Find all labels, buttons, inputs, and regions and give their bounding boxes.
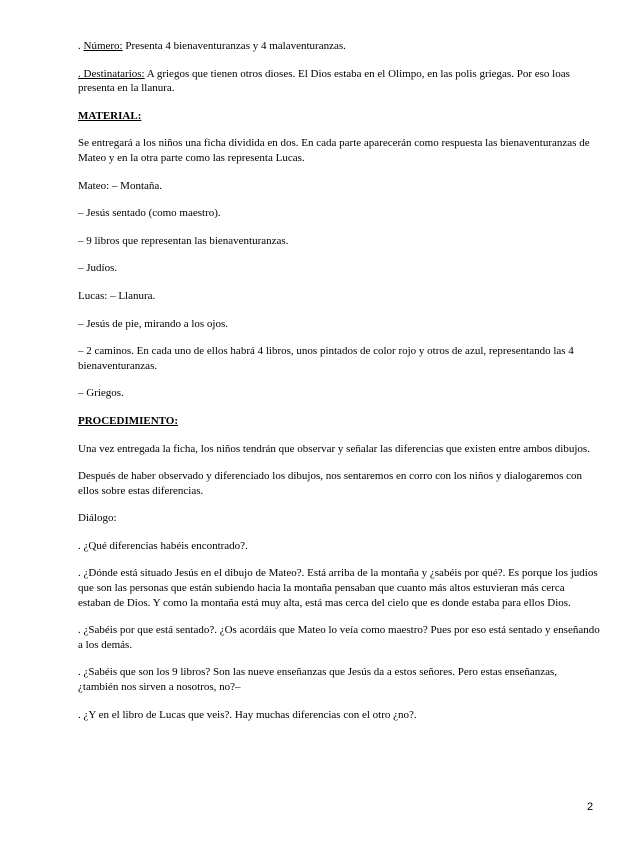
numero-prefix: . <box>78 40 84 52</box>
dialogo-line: . ¿Sabéis por que está sentado?. ¿Os acordáis que Mateo lo veía como maestro? Pues por eso está sentado y enseñando a los demás. <box>78 624 600 651</box>
dialogo-line: . ¿Qué diferencias habéis encontrado?. <box>78 539 248 552</box>
material-item: – Jesús sentado (como maestro). <box>78 207 221 220</box>
procedimiento-heading: PROCEDIMIENTO: <box>78 414 179 427</box>
material-item: – Judíos. <box>78 262 118 275</box>
destinatarios-text: A griegos que tienen otros dioses. El Dios estaba en el Olimpo, en las polis griegas. Por eso loas presenta en la llanura. <box>78 67 570 95</box>
material-heading: MATERIAL: <box>78 109 142 122</box>
material-intro: Se entregará a los niños una ficha dividida en dos. En cada parte aparecerán como respuesta las bienaventuranzas de Mateo y en la otra parte como las representa Lucas. <box>78 137 590 164</box>
procedimiento-paragraph: Después de haber observado y diferenciado los dibujos, nos sentaremos en corro con los niños y dialogaremos con ellos sobre estas diferencias. <box>78 470 583 497</box>
procedimiento-paragraph: Una vez entregada la ficha, los niños tendrán que observar y señalar las diferencias que existen entre ambos dibujos. <box>78 442 590 455</box>
page-number: 2 <box>587 801 594 813</box>
material-item: – Jesús de pie, mirando a los ojos. <box>78 317 229 330</box>
page-content <box>78 39 600 735</box>
dialogo-line: . ¿Sabéis que son los 9 libros? Son las nueve enseñanzas que Jesús da a estos señores. Pero estas enseñanzas, ¿también nos sirven a nosotros, no?– <box>78 666 557 694</box>
dialogo-line: . ¿Dónde está situado Jesús en el dibujo de Mateo?. Está arriba de la montaña y ¿sabéis por qué?. Es porque los judíos que son las personas que están subiendo hacia la montaña pensaban que cuanto más altos estuvieran más cerca estaban de Dios. Y como la montaña está muy alta, está mas cerca del cielo que es donde estaba para ellos Dios. <box>78 567 598 609</box>
material-item: Lucas: – Llanura. <box>78 289 156 302</box>
material-item: – 2 caminos. En cada uno de ellos habrá 4 libros, unos pintados de color rojo y otros de azul, representando las 4 bienaventuranzas. <box>78 345 574 372</box>
material-item: Mateo: – Montaña. <box>78 179 163 192</box>
numero-text: Presenta 4 bienaventuranzas y 4 malaventuranzas. <box>122 40 346 52</box>
destinatarios-paragraph <box>78 67 600 96</box>
dialogo-label: Diálogo: <box>78 512 117 525</box>
material-item: – 9 libros que representan las bienaventuranzas. <box>78 234 289 247</box>
destinatarios-label: Destinatarios: <box>83 67 145 80</box>
dialogo-line: . ¿Y en el libro de Lucas que veis?. Hay muchas diferencias con el otro ¿no?. <box>78 708 417 721</box>
numero-label: Número: <box>83 40 123 52</box>
numero-paragraph <box>78 39 600 54</box>
material-item: – Griegos. <box>78 387 124 400</box>
destinatarios-prefix: . <box>78 67 84 80</box>
